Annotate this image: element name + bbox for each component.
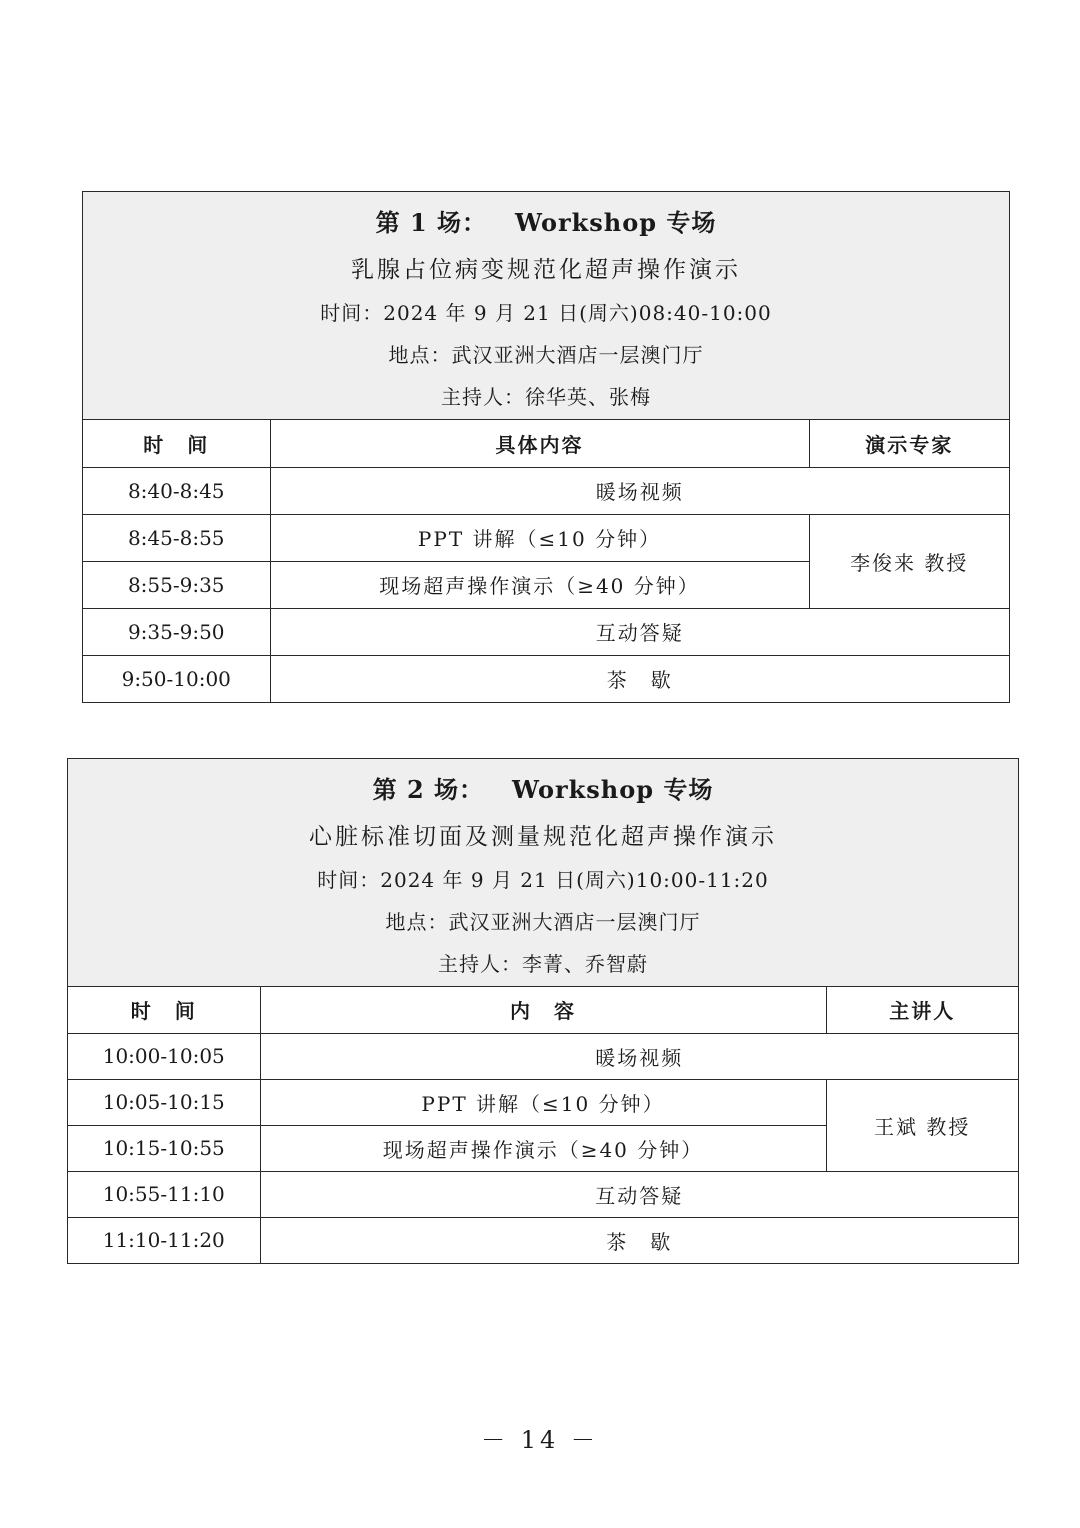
table-row	[68, 1079, 1018, 1125]
session-header	[68, 759, 1018, 987]
session-number: 第 1 场：	[375, 207, 488, 237]
session-location: 地点：武汉亚洲大酒店一层澳门厅	[388, 343, 704, 368]
session-type: Workshop 专场	[512, 774, 714, 804]
table-row	[68, 1171, 1018, 1217]
session-2-table	[67, 758, 1019, 1264]
row-time: 8:45-8:55	[83, 514, 270, 561]
row-time: 10:00-10:05	[68, 1033, 260, 1079]
table-row	[83, 514, 1009, 561]
session-time: 时间：2024 年 9 月 21 日(周六)10:00-11:20	[317, 867, 769, 892]
page-number: － 14 －	[481, 1426, 599, 1454]
row-time: 9:35-9:50	[83, 608, 270, 655]
session-location: 地点：武汉亚洲大酒店一层澳门厅	[385, 910, 701, 935]
row-content: 互动答疑	[270, 608, 1009, 655]
table-header-row	[68, 987, 1018, 1033]
session-title	[83, 203, 1009, 238]
row-time: 9:50-10:00	[83, 655, 270, 702]
row-time: 10:55-11:10	[68, 1171, 260, 1217]
row-content: 现场超声操作演示（≥40 分钟）	[270, 561, 809, 608]
schedule-table	[68, 987, 1018, 1263]
row-time: 10:05-10:15	[68, 1079, 260, 1125]
table-header-row	[83, 420, 1009, 467]
row-content: 暖场视频	[260, 1033, 1018, 1079]
session-topic: 乳腺占位病变规范化超声操作演示	[351, 256, 741, 283]
session-number: 第 2 场：	[372, 774, 485, 804]
session-header	[83, 192, 1009, 420]
table-row	[83, 655, 1009, 702]
session-topic: 心脏标准切面及测量规范化超声操作演示	[309, 823, 777, 850]
session-title	[68, 770, 1018, 805]
column-header-content: 具体内容	[270, 420, 809, 467]
session-host: 主持人：李菁、乔智蔚	[438, 952, 648, 977]
session-host: 主持人：徐华英、张梅	[441, 385, 651, 410]
row-content: 现场超声操作演示（≥40 分钟）	[260, 1125, 826, 1171]
column-header-content: 内 容	[260, 987, 826, 1033]
row-content: 茶 歇	[260, 1217, 1018, 1263]
row-content: PPT 讲解（≤10 分钟）	[260, 1079, 826, 1125]
column-header-speaker: 主讲人	[826, 987, 1018, 1033]
schedule-table	[83, 420, 1009, 702]
row-time: 8:40-8:45	[83, 467, 270, 514]
column-header-expert: 演示专家	[809, 420, 1009, 467]
session-1-table	[82, 191, 1010, 703]
table-row	[68, 1033, 1018, 1079]
row-content: PPT 讲解（≤10 分钟）	[270, 514, 809, 561]
table-row	[83, 608, 1009, 655]
column-header-time: 时 间	[83, 420, 270, 467]
row-content: 互动答疑	[260, 1171, 1018, 1217]
expert-name: 李俊来 教授	[809, 514, 1009, 608]
session-type: Workshop 专场	[515, 207, 717, 237]
row-time: 10:15-10:55	[68, 1125, 260, 1171]
column-header-time: 时 间	[68, 987, 260, 1033]
table-row	[68, 1217, 1018, 1263]
table-row	[83, 467, 1009, 514]
row-time: 11:10-11:20	[68, 1217, 260, 1263]
speaker-name: 王斌 教授	[826, 1079, 1018, 1171]
row-time: 8:55-9:35	[83, 561, 270, 608]
row-content: 茶 歇	[270, 655, 1009, 702]
row-content: 暖场视频	[270, 467, 1009, 514]
session-time: 时间：2024 年 9 月 21 日(周六)08:40-10:00	[320, 300, 772, 325]
